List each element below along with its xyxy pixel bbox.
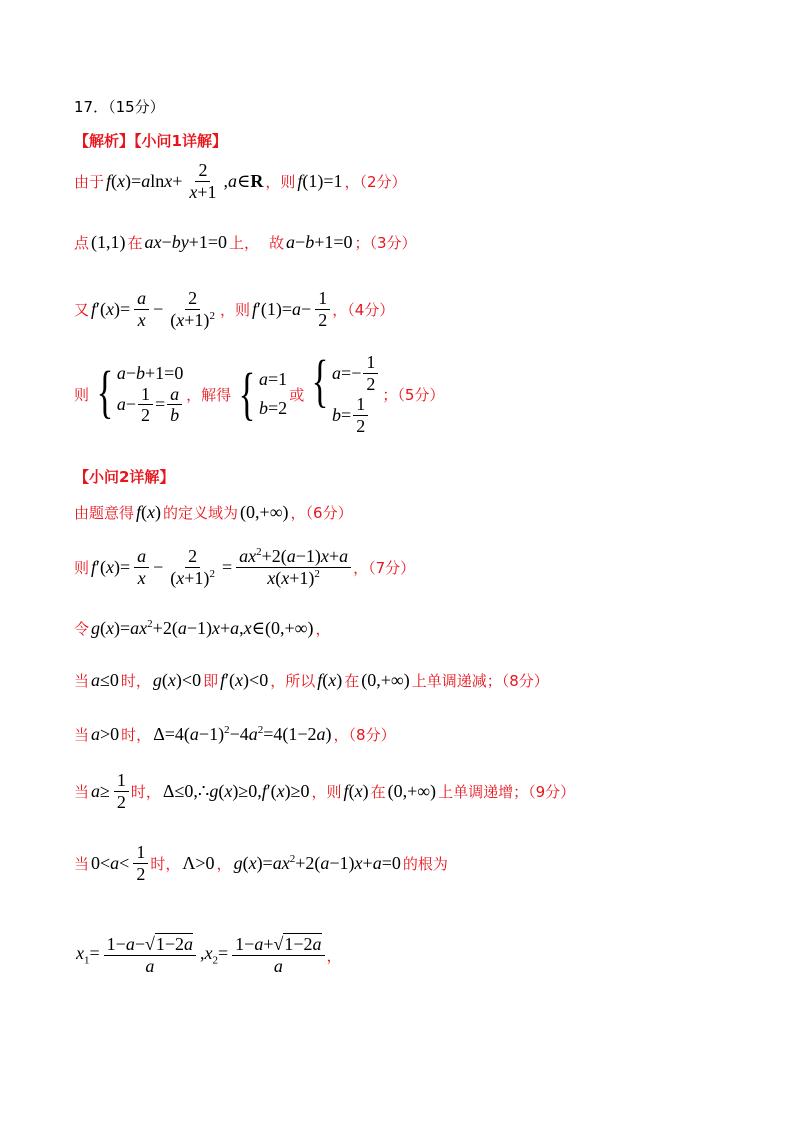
p1-line-3: 又 f′(x)= $\frac{a}{x}$ − $\frac{2}{(x+1)^2}$ ，则 f′(1)=a− $\frac{1}{2}$ ，（4分） (74, 288, 395, 330)
p2-line-5: 当 a>0 时， $\Delta=4(a-1)^2-4a^2=4(1-2a)$ ，（8分） (74, 724, 396, 744)
p2-line-6: 当 a≥ $\frac{1}{2}$ 时， Δ≤0,∴g(x)≥0,f′(x)≥0 ，则 f(x) 在 (0,+∞) 上单调递增；（9分） (74, 770, 576, 812)
p2-line-1: 由题意得 f(x) 的定义域为 (0,+∞) ，（6分） (74, 502, 353, 522)
p2-line-8: $x_1=$ $\frac{1-a-√1-2a}{a}$ $,x_2=$ $\frac{1-a+√1-2a}{a}$ ， (76, 934, 342, 976)
p2-line-4: 当 a≤0 时， g(x)<0 即 f′(x)<0 ，所以 f(x) 在 (0,+∞) 上单调递减；（8分） (74, 670, 549, 690)
p1-line-2: 点 (1,1) 在 ax−by+1=0 上， 故 a−b+1=0 ；（3分） (74, 232, 417, 252)
p2-line-7: 当 0<a< $\frac{1}{2}$ 时， Λ>0 ， $g(x)=ax^2+2(a-1)x+a=0$ 的根为 (74, 842, 448, 884)
question-number: 17．（15分） (74, 98, 165, 116)
p2-line-2: 则 f′(x)= $\frac{a}{x}$ − $\frac{2}{(x+1)^2}$ = $\frac{ax^2+2(a-1)x+a}{x(x+1)^2}$ ，（7分） (74, 546, 416, 588)
p2-line-3: 令 $g(x)=ax^2+2(a-1)x+a,x\in(0,+\infty)$ ， (74, 618, 331, 638)
p1-line-4: 则 { a−b+1=0 a − $\frac{1}{2}$ = $\frac{a}{b}$ ，解得 { a=1 b=2 或 { a =− $\frac{1}{2}$ b = $\frac{1}{2}$ ；（5分） (74, 348, 445, 437)
part2-heading: 【小问2详解】 (74, 468, 175, 486)
p1-line-1: 由于 f(x)=alnx+ $\frac{2}{x+1}$ ,a∈R ，则 f(1)=1 ，（2分） (74, 160, 407, 202)
analysis-heading: 【解析】【小问1详解】 (74, 132, 227, 150)
